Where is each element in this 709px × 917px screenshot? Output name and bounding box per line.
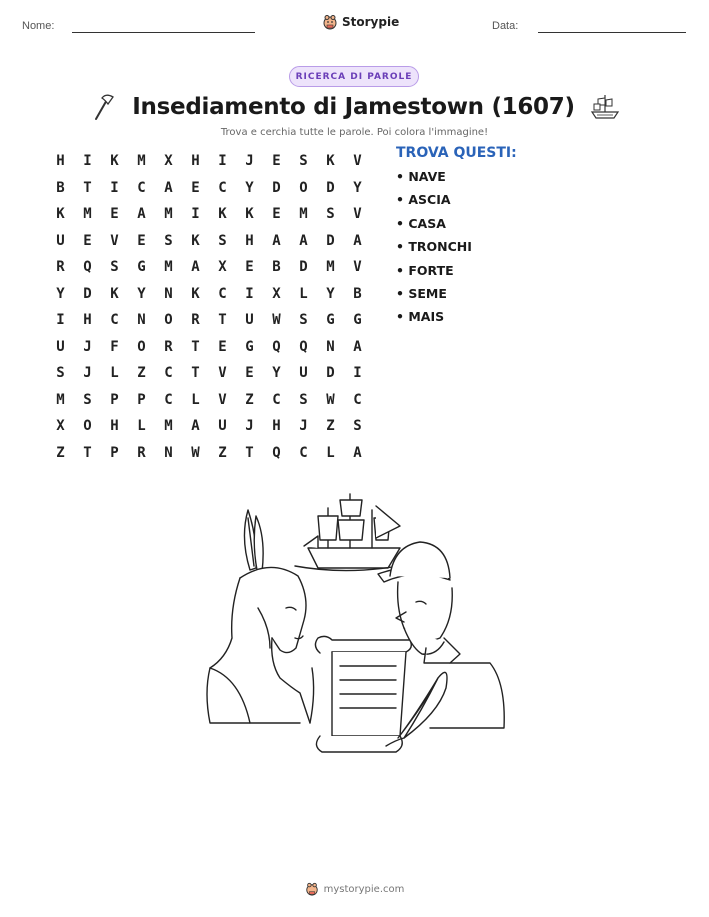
- grid-letter[interactable]: A: [353, 232, 362, 249]
- grid-letter[interactable]: G: [326, 312, 335, 329]
- grid-row: [47, 387, 371, 414]
- word-list-item: • NAVE: [396, 169, 446, 184]
- grid-letter[interactable]: V: [353, 206, 362, 223]
- grid-letter[interactable]: U: [245, 312, 254, 329]
- grid-letter[interactable]: Q: [299, 338, 308, 355]
- grid-letter[interactable]: D: [272, 179, 281, 196]
- grid-letter[interactable]: S: [353, 418, 362, 435]
- grid-row: [47, 334, 371, 361]
- grid-letter[interactable]: P: [137, 391, 146, 408]
- grid-letter[interactable]: Z: [137, 365, 146, 382]
- grid-letter[interactable]: U: [299, 365, 308, 382]
- grid-letter[interactable]: B: [272, 259, 281, 276]
- grid-letter[interactable]: C: [353, 391, 362, 408]
- grid-letter[interactable]: T: [83, 179, 92, 196]
- grid-letter[interactable]: P: [110, 391, 119, 408]
- grid-letter[interactable]: F: [110, 338, 119, 355]
- grid-letter[interactable]: E: [272, 206, 281, 223]
- grid-letter[interactable]: K: [110, 285, 119, 302]
- grid-letter[interactable]: Z: [326, 418, 335, 435]
- grid-letter[interactable]: A: [299, 232, 308, 249]
- ship-icon: [589, 92, 621, 122]
- grid-letter[interactable]: M: [326, 259, 335, 276]
- grid-letter[interactable]: S: [218, 232, 227, 249]
- grid-letter[interactable]: X: [272, 285, 281, 302]
- grid-letter[interactable]: T: [218, 312, 227, 329]
- grid-letter[interactable]: L: [191, 391, 200, 408]
- grid-letter[interactable]: C: [218, 285, 227, 302]
- word-list-item: • MAIS: [396, 309, 445, 325]
- grid-letter[interactable]: L: [299, 285, 308, 302]
- grid-row: [47, 413, 371, 440]
- grid-letter[interactable]: Y: [353, 179, 362, 196]
- grid-letter[interactable]: A: [191, 259, 200, 276]
- grid-row: [47, 175, 371, 202]
- grid-row: [47, 440, 371, 467]
- grid-letter[interactable]: I: [83, 153, 92, 170]
- word-list-item: • TRONCHI: [396, 239, 472, 255]
- grid-letter[interactable]: A: [164, 179, 173, 196]
- grid-letter[interactable]: C: [272, 391, 281, 408]
- grid-letter[interactable]: R: [164, 338, 173, 355]
- grid-letter[interactable]: H: [245, 232, 254, 249]
- grid-row: [47, 228, 371, 255]
- grid-letter[interactable]: M: [299, 206, 308, 223]
- grid-letter[interactable]: Q: [272, 338, 281, 355]
- grid-letter[interactable]: S: [326, 206, 335, 223]
- title-row: [0, 92, 709, 122]
- grid-letter[interactable]: V: [218, 365, 227, 382]
- name-label: Nome:: [22, 20, 55, 32]
- grid-letter[interactable]: E: [245, 259, 254, 276]
- grid-letter[interactable]: U: [56, 338, 65, 355]
- grid-letter[interactable]: C: [110, 312, 119, 329]
- grid-letter[interactable]: R: [56, 259, 65, 276]
- grid-letter[interactable]: J: [83, 338, 92, 355]
- grid-letter[interactable]: V: [110, 232, 119, 249]
- grid-letter[interactable]: J: [299, 418, 308, 435]
- grid-letter[interactable]: I: [110, 179, 119, 196]
- grid-letter[interactable]: G: [245, 338, 254, 355]
- grid-letter[interactable]: D: [299, 259, 308, 276]
- grid-letter[interactable]: U: [56, 232, 65, 249]
- grid-letter[interactable]: K: [191, 232, 200, 249]
- brand-name: Storypie: [342, 15, 400, 29]
- grid-letter[interactable]: O: [299, 179, 308, 196]
- grid-letter[interactable]: N: [326, 338, 335, 355]
- grid-letter[interactable]: G: [353, 312, 362, 329]
- grid-letter[interactable]: A: [353, 444, 362, 461]
- grid-letter[interactable]: M: [56, 391, 65, 408]
- grid-letter[interactable]: O: [83, 418, 92, 435]
- grid-letter[interactable]: Q: [272, 444, 281, 461]
- grid-letter[interactable]: A: [191, 418, 200, 435]
- storypie-logo-icon: [322, 14, 338, 30]
- grid-letter[interactable]: G: [137, 259, 146, 276]
- word-list-title: TROVA QUESTI:: [396, 145, 517, 161]
- grid-letter[interactable]: Y: [326, 285, 335, 302]
- grid-letter[interactable]: K: [218, 206, 227, 223]
- woman-drawing: [207, 510, 314, 723]
- grid-letter[interactable]: A: [272, 232, 281, 249]
- grid-letter[interactable]: M: [83, 206, 92, 223]
- grid-letter[interactable]: K: [110, 153, 119, 170]
- grid-letter[interactable]: S: [164, 232, 173, 249]
- grid-letter[interactable]: B: [353, 285, 362, 302]
- grid-letter[interactable]: T: [191, 338, 200, 355]
- word-list-item: • FORTE: [396, 262, 454, 278]
- grid-letter[interactable]: Y: [137, 285, 146, 302]
- grid-letter[interactable]: V: [353, 153, 362, 170]
- grid-letter[interactable]: A: [137, 206, 146, 223]
- grid-letter[interactable]: I: [56, 312, 65, 329]
- grid-letter[interactable]: E: [137, 232, 146, 249]
- word-search-grid[interactable]: [47, 148, 371, 466]
- grid-letter[interactable]: Z: [218, 444, 227, 461]
- grid-letter[interactable]: D: [326, 365, 335, 382]
- grid-letter[interactable]: E: [218, 338, 227, 355]
- grid-letter[interactable]: N: [164, 285, 173, 302]
- grid-letter[interactable]: A: [353, 338, 362, 355]
- grid-letter[interactable]: I: [353, 365, 362, 382]
- ship-drawing: [295, 494, 410, 571]
- word-list: [396, 145, 517, 333]
- grid-letter[interactable]: L: [326, 444, 335, 461]
- date-line[interactable]: [538, 32, 686, 33]
- word-list-item: • SEME: [396, 285, 447, 301]
- grid-letter[interactable]: Z: [245, 391, 254, 408]
- grid-letter[interactable]: C: [299, 444, 308, 461]
- grid-letter[interactable]: R: [191, 312, 200, 329]
- grid-row: [47, 148, 371, 175]
- grid-letter[interactable]: N: [164, 444, 173, 461]
- grid-letter[interactable]: M: [164, 206, 173, 223]
- instructions: Trova e cerchia tutte le parole. Poi colora l'immagine!: [220, 127, 489, 138]
- footer: [0, 882, 709, 896]
- grid-letter[interactable]: Z: [56, 444, 65, 461]
- grid-letter[interactable]: U: [218, 418, 227, 435]
- grid-letter[interactable]: E: [272, 153, 281, 170]
- axe-icon: [88, 92, 118, 122]
- grid-letter[interactable]: M: [137, 153, 146, 170]
- grid-letter[interactable]: X: [164, 153, 173, 170]
- grid-letter[interactable]: S: [56, 365, 65, 382]
- grid-letter[interactable]: J: [245, 418, 254, 435]
- grid-letter[interactable]: V: [218, 391, 227, 408]
- grid-letter[interactable]: P: [110, 444, 119, 461]
- grid-row: [47, 360, 371, 387]
- grid-letter[interactable]: X: [56, 418, 65, 435]
- grid-letter[interactable]: Y: [272, 365, 281, 382]
- grid-letter[interactable]: O: [137, 338, 146, 355]
- grid-letter[interactable]: C: [137, 179, 146, 196]
- footer-site: mystorypie.com: [323, 883, 405, 895]
- coloring-illustration[interactable]: [200, 488, 510, 758]
- grid-letter[interactable]: S: [83, 391, 92, 408]
- grid-letter[interactable]: E: [191, 179, 200, 196]
- grid-letter[interactable]: W: [191, 444, 200, 461]
- grid-letter[interactable]: Y: [56, 285, 65, 302]
- grid-letter[interactable]: V: [353, 259, 362, 276]
- grid-letter[interactable]: M: [164, 259, 173, 276]
- grid-letter[interactable]: Q: [83, 259, 92, 276]
- grid-letter[interactable]: M: [164, 418, 173, 435]
- grid-letter[interactable]: X: [218, 259, 227, 276]
- grid-letter[interactable]: I: [245, 285, 254, 302]
- grid-letter[interactable]: C: [164, 391, 173, 408]
- grid-letter[interactable]: K: [191, 285, 200, 302]
- name-line[interactable]: [72, 32, 255, 33]
- grid-letter[interactable]: J: [245, 153, 254, 170]
- grid-letter[interactable]: E: [245, 365, 254, 382]
- grid-letter[interactable]: W: [272, 312, 281, 329]
- grid-letter[interactable]: D: [326, 232, 335, 249]
- grid-letter[interactable]: R: [137, 444, 146, 461]
- grid-letter[interactable]: S: [110, 259, 119, 276]
- grid-letter[interactable]: T: [245, 444, 254, 461]
- category-badge: RICERCA DI PAROLE: [289, 66, 419, 87]
- grid-letter[interactable]: T: [191, 365, 200, 382]
- grid-letter[interactable]: D: [326, 179, 335, 196]
- grid-letter[interactable]: K: [326, 153, 335, 170]
- grid-letter[interactable]: B: [56, 179, 65, 196]
- grid-row: [47, 201, 371, 228]
- grid-letter[interactable]: H: [83, 312, 92, 329]
- grid-letter[interactable]: H: [56, 153, 65, 170]
- grid-letter[interactable]: E: [110, 206, 119, 223]
- grid-letter[interactable]: O: [164, 312, 173, 329]
- grid-letter[interactable]: C: [218, 179, 227, 196]
- grid-letter[interactable]: N: [137, 312, 146, 329]
- grid-letter[interactable]: H: [272, 418, 281, 435]
- grid-letter[interactable]: H: [110, 418, 119, 435]
- scroll-drawing: [315, 636, 411, 752]
- grid-row: [47, 254, 371, 281]
- grid-letter[interactable]: I: [191, 206, 200, 223]
- date-label: Data:: [492, 20, 519, 32]
- word-list-item: • ASCIA: [396, 192, 451, 208]
- grid-letter[interactable]: K: [56, 206, 65, 223]
- grid-letter[interactable]: Y: [245, 179, 254, 196]
- grid-letter[interactable]: E: [83, 232, 92, 249]
- grid-letter[interactable]: H: [191, 153, 200, 170]
- storypie-footer-icon: [305, 882, 319, 896]
- grid-letter[interactable]: W: [326, 391, 335, 408]
- grid-letter[interactable]: S: [299, 391, 308, 408]
- grid-letter[interactable]: K: [245, 206, 254, 223]
- grid-row: [47, 307, 371, 334]
- grid-letter[interactable]: L: [110, 365, 119, 382]
- grid-letter[interactable]: I: [218, 153, 227, 170]
- brand-logo: [322, 14, 399, 30]
- word-list-item: • CASA: [396, 215, 446, 231]
- grid-row: [47, 281, 371, 308]
- grid-letter[interactable]: S: [299, 312, 308, 329]
- page-title: Insediamento di Jamestown (1607): [132, 94, 575, 120]
- grid-letter[interactable]: D: [83, 285, 92, 302]
- grid-letter[interactable]: J: [83, 365, 92, 382]
- grid-letter[interactable]: C: [164, 365, 173, 382]
- grid-letter[interactable]: T: [83, 444, 92, 461]
- grid-letter[interactable]: L: [137, 418, 146, 435]
- grid-letter[interactable]: S: [299, 153, 308, 170]
